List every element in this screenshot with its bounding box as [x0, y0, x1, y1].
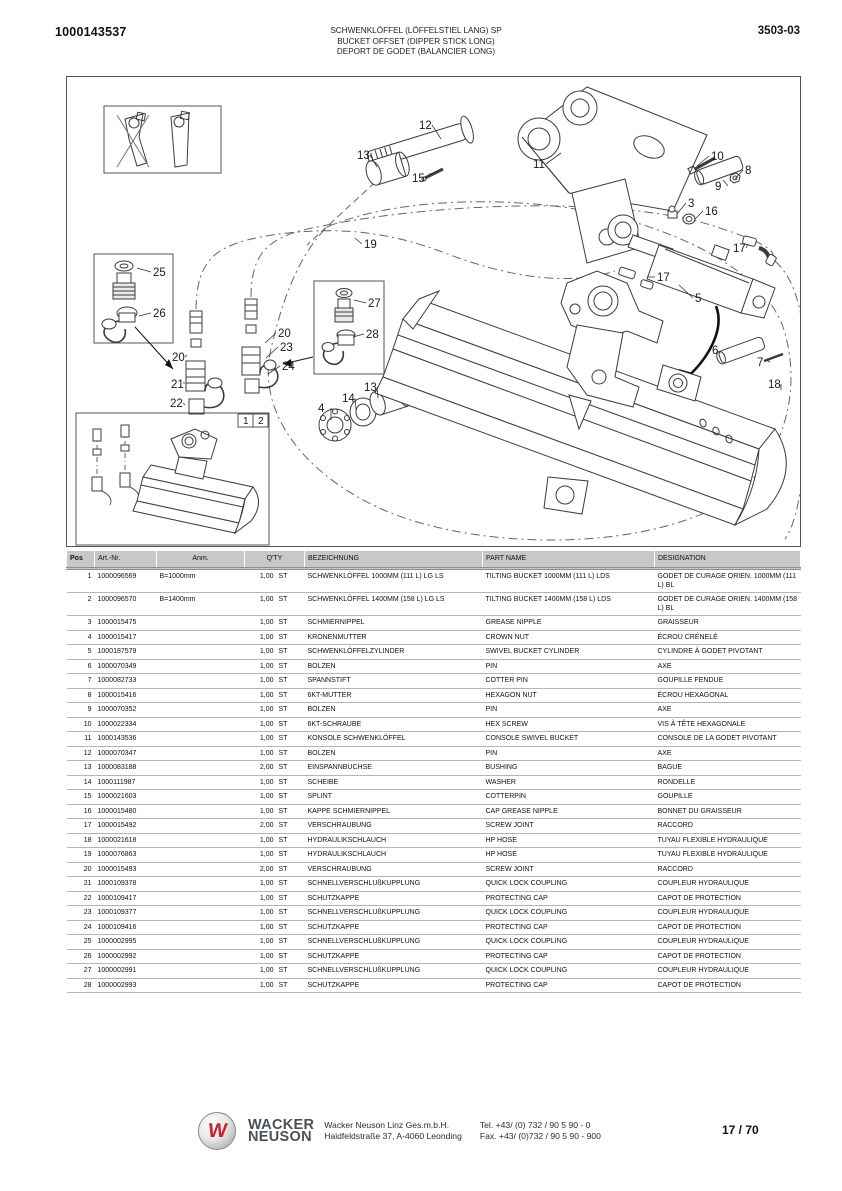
part-label-22: 22 [170, 398, 183, 410]
part-name-cell: PROTECTING CAP [485, 981, 548, 989]
contact-numbers [480, 1120, 601, 1142]
part-label-25: 25 [153, 267, 166, 279]
qty-cell: 1,00 ST [259, 923, 288, 931]
part-name-cell: TILTING BUCKET 1000MM (111 L) LDS [485, 573, 610, 580]
coupling-20-23-24 [242, 299, 278, 393]
anm-cell [157, 717, 245, 732]
bezeichnung-cell: SCHUTZKAPPE [307, 981, 360, 989]
bezeichnung-cell: EINSPANNBUCHSE [307, 764, 372, 771]
bezeichnung-cell: SCHNELLVERSCHLUßKUPPLUNG [307, 938, 421, 945]
part-name-cell: BUSHING [485, 764, 518, 771]
anm-cell: B=1400mm [159, 596, 196, 603]
company-address [324, 1120, 462, 1142]
col-anm: Anm. [157, 551, 245, 569]
bezeichnung-cell: BOLZEN [307, 662, 336, 670]
anm-cell [157, 891, 245, 906]
part-label-10: 10 [711, 151, 724, 163]
art-nr-cell: 1000082733 [97, 677, 137, 684]
art-nr-cell: 1000015416 [97, 691, 137, 699]
part-label-6: 6 [712, 345, 719, 357]
sheet-number: 3503-03 [757, 25, 800, 37]
qty-cell: 1,00 ST [259, 648, 288, 655]
anm-cell [157, 775, 245, 790]
designation-cell: CAPOT DE PROTECTION [657, 952, 741, 960]
anm-cell [157, 659, 245, 674]
part-name-cell: HP HOSE [485, 836, 517, 844]
logo-letter: W [206, 1119, 229, 1142]
designation-cell: BAGUE [657, 764, 683, 771]
part-label-13: 13 [364, 382, 377, 394]
tilting-bucket [375, 271, 786, 525]
bezeichnung-cell: HYDRAULIKSCHLAUCH [307, 836, 387, 844]
designation-cell: AXE [657, 662, 672, 670]
art-nr-cell: 1000022334 [97, 720, 137, 728]
grease-nipple-3 [668, 206, 677, 218]
bezeichnung-cell: SCHWENKLÖFFEL 1000MM (111 L) LG LS [307, 573, 444, 580]
anm-cell [157, 906, 245, 921]
cotter-7 [764, 354, 783, 361]
designation-cell: GOUPILLE [657, 793, 693, 800]
designation-cell: CAPOT DE PROTECTION [657, 923, 741, 931]
document-number: 1000143537 [55, 25, 127, 39]
parts-table [66, 551, 801, 993]
ref-cell-1: 1 [243, 416, 249, 427]
part-label-9: 9 [715, 181, 722, 193]
screw-joint-17-right [742, 236, 777, 267]
anm-cell [157, 949, 245, 964]
part-label-21: 21 [171, 379, 184, 391]
anm-cell [157, 790, 245, 805]
art-nr-cell: 1000015493 [97, 865, 137, 873]
col-bezeichnung: BEZEICHNUNG [305, 551, 483, 569]
part-label-12: 12 [419, 120, 432, 132]
qty-cell: 1,00 ST [259, 851, 288, 858]
part-label-26: 26 [153, 308, 166, 320]
qty-cell: 1,00 ST [259, 596, 288, 603]
designation-cell: COUPLEUR HYDRAULIQUE [657, 880, 749, 887]
qty-cell: 1,00 ST [259, 706, 288, 713]
parts-table-row [67, 659, 801, 674]
bezeichnung-cell: SCHNELLVERSCHLUßKUPPLUNG [307, 967, 421, 974]
anm-cell [157, 862, 245, 877]
part-name-cell: PROTECTING CAP [485, 923, 548, 931]
telephone: Tel. +43/ (0) 732 / 90 5 90 - 0 [479, 1120, 591, 1130]
parts-table-row [67, 630, 801, 645]
designation-cell: RACCORD [657, 822, 693, 829]
part-name-cell: SCREW JOINT [485, 822, 534, 829]
art-nr-cell: 1000002992 [97, 952, 137, 960]
title-english: BUCKET OFFSET (DIPPER STICK LONG) [337, 36, 495, 46]
pos-cell: 18 [83, 836, 92, 844]
designation-cell: GODET DE CURAGE ORIEN. 1400MM (158 L) BL [657, 596, 798, 612]
exploded-diagram-svg [67, 77, 800, 546]
qty-cell: 2,00 ST [259, 865, 288, 873]
designation-cell: TUYAU FLEXIBLE HYDRAULIQUE [657, 836, 768, 844]
page-number: 17 / 70 [722, 1123, 759, 1137]
pos-cell: 7 [87, 677, 92, 684]
bezeichnung-cell: SCHEIBE [307, 778, 339, 786]
qty-cell: 1,00 ST [259, 880, 288, 887]
part-name-cell: QUICK LOCK COUPLING [485, 967, 568, 974]
part-label-16: 16 [705, 206, 718, 218]
bezeichnung-cell: SCHMIERNIPPEL [307, 619, 365, 626]
parts-table-row [67, 848, 801, 863]
anm-cell [157, 877, 245, 892]
bezeichnung-cell: SCHUTZKAPPE [307, 923, 360, 931]
parts-table-row [67, 833, 801, 848]
street-address: Haidfeldstraße 37, A-4060 Leonding [324, 1131, 462, 1141]
qty-cell: 1,00 ST [259, 952, 288, 960]
qty-cell: 1,00 ST [259, 677, 288, 684]
parts-table-row [67, 761, 801, 776]
parts-table-row [67, 920, 801, 935]
qty-cell: 1,00 ST [259, 735, 288, 742]
pos-cell: 19 [83, 851, 92, 858]
exploded-diagram [66, 76, 801, 547]
designation-cell: GRAISSEUR [657, 619, 699, 626]
parts-table-row [67, 674, 801, 689]
pos-cell: 16 [83, 807, 92, 815]
company-name: Wacker Neuson Linz Ges.m.b.H. [324, 1120, 450, 1130]
bezeichnung-cell: SCHUTZKAPPE [307, 952, 360, 960]
parts-table-row [67, 790, 801, 805]
bezeichnung-cell: KONSOLE SCHWENKLÖFFEL [307, 735, 406, 742]
anm-cell [157, 848, 245, 863]
part-label-15: 15 [412, 173, 425, 185]
qty-cell: 2,00 ST [259, 764, 288, 771]
wordmark-line2: NEUSON [248, 1129, 312, 1145]
art-nr-cell: 1000015417 [97, 633, 137, 641]
art-nr-cell: 1000002995 [97, 938, 137, 945]
qty-cell: 1,00 ST [259, 778, 288, 786]
part-label-20: 20 [172, 352, 185, 364]
pos-cell: 13 [83, 764, 92, 771]
splint-15 [422, 169, 443, 181]
qty-cell: 1,00 ST [259, 793, 288, 800]
anm-cell [157, 732, 245, 747]
pos-cell: 20 [83, 865, 92, 873]
art-nr-cell: 1000070347 [97, 749, 137, 757]
anm-cell: B=1000mm [159, 573, 196, 580]
pos-cell: 27 [83, 967, 92, 974]
qty-cell: 1,00 ST [259, 749, 288, 757]
part-name-cell: SWIVEL BUCKET CYLINDER [485, 648, 580, 655]
bezeichnung-cell: KAPPE SCHMIERNIPPEL [307, 807, 390, 815]
designation-cell: COUPLEUR HYDRAULIQUE [657, 967, 749, 974]
nipple-cap-16 [683, 214, 695, 224]
part-label-23: 23 [280, 342, 293, 354]
pos-cell: 1 [87, 573, 92, 580]
art-nr-cell: 1000070349 [97, 662, 137, 670]
designation-cell: GODET DE CURAGE ORIEN. 1000MM (111 L) BL [657, 573, 796, 589]
qty-cell: 1,00 ST [259, 633, 288, 641]
part-name-cell: COTTER PIN [485, 677, 528, 684]
art-nr-cell: 1000111987 [97, 778, 136, 786]
anm-cell [157, 645, 245, 660]
page-title [0, 26, 832, 58]
part-name-cell: PROTECTING CAP [485, 894, 548, 902]
anm-cell [157, 833, 245, 848]
hose-19-line [196, 231, 615, 309]
parts-table-row [67, 819, 801, 834]
part-label-20: 20 [278, 328, 291, 340]
qty-cell: 1,00 ST [259, 691, 288, 699]
bezeichnung-cell: SCHWENKLÖFFELZYLINDER [307, 648, 405, 655]
designation-cell: TUYAU FLEXIBLE HYDRAULIQUE [657, 851, 768, 858]
part-name-cell: QUICK LOCK COUPLING [485, 880, 568, 887]
parts-table-row [67, 906, 801, 921]
pos-cell: 15 [83, 793, 92, 800]
part-name-cell: PIN [485, 706, 498, 713]
qty-cell: 1,00 ST [259, 938, 288, 945]
part-name-cell: PIN [485, 662, 498, 670]
parts-table-row [67, 688, 801, 703]
pos-cell: 24 [83, 923, 92, 931]
part-label-7: 7 [757, 357, 764, 369]
art-nr-cell: 1000021603 [97, 793, 137, 800]
part-label-14: 14 [342, 393, 355, 405]
parts-table-row [67, 569, 801, 593]
part-label-13: 13 [357, 150, 370, 162]
anm-cell [157, 761, 245, 776]
art-nr-cell: 1000015475 [97, 619, 137, 626]
bezeichnung-cell: BOLZEN [307, 749, 336, 757]
designation-cell: COUPLEUR HYDRAULIQUE [657, 938, 749, 945]
part-label-27: 27 [368, 298, 381, 310]
part-label-3: 3 [688, 198, 695, 210]
bezeichnung-cell: VERSCHRAUBUNG [307, 865, 372, 873]
pos-cell: 3 [87, 619, 92, 626]
anm-cell [157, 616, 245, 631]
bezeichnung-cell: SPANNSTIFT [307, 677, 351, 684]
parts-table-row [67, 862, 801, 877]
anm-cell [157, 630, 245, 645]
qty-cell: 1,00 ST [259, 894, 288, 902]
col-qty: Q'TY [245, 551, 305, 569]
bezeichnung-cell: 6KT-MUTTER [307, 691, 352, 699]
art-nr-cell: 1000083188 [97, 764, 137, 771]
pos-cell: 9 [87, 706, 92, 713]
pos-cell: 6 [87, 662, 92, 670]
title-german: SCHWENKLÖFFEL (LÖFFELSTIEL LANG) SP [330, 26, 502, 35]
pos-cell: 21 [83, 880, 92, 887]
pos-cell: 25 [83, 938, 92, 945]
part-label-4: 4 [318, 403, 325, 415]
art-nr-cell: 1000109378 [97, 880, 137, 887]
part-name-cell: HP HOSE [485, 851, 517, 858]
qty-cell: 1,00 ST [259, 619, 288, 626]
part-name-cell: QUICK LOCK COUPLING [485, 938, 568, 945]
art-nr-cell: 1000021618 [97, 836, 137, 844]
parts-table-row [67, 616, 801, 631]
designation-cell: AXE [657, 749, 672, 757]
designation-cell: CYLINDRE À GODET PIVOTANT [657, 648, 763, 655]
qty-cell: 1,00 ST [259, 981, 288, 989]
col-part-name: PART NAME [483, 551, 655, 569]
qty-cell: 1,00 ST [259, 909, 288, 916]
pos-cell: 22 [83, 894, 92, 902]
part-name-cell: QUICK LOCK COUPLING [485, 909, 568, 916]
ref-cell-2: 2 [258, 416, 264, 427]
coupling-20-21-22 [186, 311, 224, 414]
art-nr-cell: 1000109377 [97, 909, 137, 916]
part-name-cell: COTTERPIN [485, 793, 526, 800]
bezeichnung-cell: KRONENMUTTER [307, 633, 367, 641]
pos-cell: 14 [83, 778, 92, 786]
dipper-stick-inset [104, 106, 221, 173]
qty-cell: 1,00 ST [259, 720, 288, 728]
designation-cell: RACCORD [657, 865, 693, 873]
designation-cell: CAPOT DE PROTECTION [657, 981, 741, 989]
part-label-28: 28 [366, 329, 379, 341]
art-nr-cell: 1000015492 [97, 822, 137, 829]
designation-cell: ÉCROU HEXAGONAL [657, 691, 729, 699]
anm-cell [157, 819, 245, 834]
parts-table-body [67, 569, 801, 993]
part-name-cell: HEXAGON NUT [485, 691, 537, 699]
art-nr-cell: 1000002993 [97, 981, 137, 989]
parts-table-row [67, 804, 801, 819]
art-nr-cell: 1000002991 [97, 967, 137, 974]
pos-cell: 17 [83, 822, 92, 829]
qty-cell: 2,00 ST [259, 822, 288, 829]
art-nr-cell: 1000109416 [97, 923, 137, 931]
parts-table-row [67, 891, 801, 906]
footer [198, 1112, 601, 1150]
anm-cell [157, 688, 245, 703]
pos-cell: 26 [83, 952, 92, 960]
part-label-5: 5 [695, 293, 702, 305]
designation-cell: VIS À TÊTE HEXAGONALE [657, 720, 746, 728]
title-french: DEPORT DE GODET (BALANCIER LONG) [336, 47, 496, 56]
pos-cell: 11 [84, 735, 92, 742]
parts-table-header [67, 551, 801, 569]
part-name-cell: CONSOLE SWIVEL BUCKET [485, 735, 579, 742]
col-art-nr: Art.-Nr. [95, 551, 157, 569]
pos-cell: 5 [87, 648, 92, 655]
wordmark-line1: WACKER [248, 1116, 315, 1133]
part-name-cell: GREASE NIPPLE [485, 619, 542, 626]
coupling-box-27-28 [314, 281, 384, 374]
pos-cell: 10 [83, 720, 92, 728]
wacker-neuson-logo-icon [198, 1112, 236, 1150]
parts-table-row [67, 964, 801, 979]
assembled-bucket-inset [76, 413, 269, 545]
anm-cell [157, 978, 245, 993]
art-nr-cell: 1000096570 [97, 596, 137, 603]
pos-cell: 4 [87, 633, 92, 641]
part-name-cell: WASHER [485, 778, 516, 786]
qty-cell: 1,00 ST [259, 967, 288, 974]
art-nr-cell: 1000015480 [97, 807, 137, 815]
qty-cell: 1,00 ST [259, 573, 288, 580]
anm-cell [157, 920, 245, 935]
parts-table-row [67, 732, 801, 747]
pos-cell: 12 [83, 749, 92, 757]
pos-cell: 23 [83, 909, 92, 916]
bezeichnung-cell: SCHNELLVERSCHLUßKUPPLUNG [307, 909, 421, 916]
qty-cell: 1,00 ST [259, 662, 288, 670]
parts-table-row [67, 949, 801, 964]
parts-table-row [67, 978, 801, 993]
part-label-17: 17 [657, 272, 670, 284]
part-label-8: 8 [745, 165, 752, 177]
anm-cell [157, 746, 245, 761]
art-nr-cell: 1000187579 [97, 648, 137, 655]
bezeichnung-cell: HYDRAULIKSCHLAUCH [307, 851, 387, 858]
col-designation: DESIGNATION [655, 551, 801, 569]
part-name-cell: CROWN NUT [485, 633, 530, 641]
part-label-19: 19 [364, 239, 377, 251]
parts-table-row [67, 717, 801, 732]
parts-table-row [67, 645, 801, 660]
part-label-24: 24 [282, 361, 295, 373]
part-label-18: 18 [768, 379, 781, 391]
designation-cell: GOUPILLE FENDUE [657, 677, 724, 684]
part-name-cell: TILTING BUCKET 1400MM (158 L) LDS [485, 596, 611, 603]
art-nr-cell: 1000143536 [97, 735, 137, 742]
bezeichnung-cell: SCHNELLVERSCHLUßKUPPLUNG [307, 880, 421, 887]
fax: Fax. +43/ (0)732 / 90 5 90 - 900 [479, 1131, 601, 1141]
bezeichnung-cell: SCHWENKLÖFFEL 1400MM (158 L) LG LS [307, 596, 445, 603]
anm-cell [157, 964, 245, 979]
designation-cell: CONSOLE DE LA GODET PIVOTANT [657, 735, 777, 742]
parts-table-row [67, 746, 801, 761]
part-name-cell: SCREW JOINT [485, 865, 534, 873]
anm-cell [157, 674, 245, 689]
bezeichnung-cell: SPLINT [307, 793, 333, 800]
designation-cell: CAPOT DE PROTECTION [657, 894, 741, 902]
qty-cell: 1,00 ST [259, 836, 288, 844]
bezeichnung-cell: SCHUTZKAPPE [307, 894, 360, 902]
pos-cell: 28 [83, 981, 92, 989]
part-name-cell: HEX SCREW [485, 720, 528, 728]
parts-table-row [67, 775, 801, 790]
designation-cell: RONDELLE [657, 778, 696, 786]
anm-cell [157, 804, 245, 819]
part-label-11: 11 [533, 159, 545, 171]
parts-table-row [67, 593, 801, 616]
anm-cell [157, 935, 245, 950]
wacker-neuson-wordmark [248, 1116, 315, 1145]
parts-table-row [67, 935, 801, 950]
bezeichnung-cell: BOLZEN [307, 706, 336, 713]
part-name-cell: PROTECTING CAP [485, 952, 548, 960]
pos-cell: 8 [87, 691, 92, 699]
part-label-17: 17 [733, 243, 746, 255]
assembly-arrow [683, 306, 719, 381]
designation-cell: AXE [657, 706, 672, 713]
art-nr-cell: 1000070352 [97, 706, 137, 713]
parts-table-row [67, 703, 801, 718]
art-nr-cell: 1000109417 [97, 894, 137, 902]
col-pos: Pos [67, 551, 95, 569]
bezeichnung-cell: VERSCHRAUBUNG [307, 822, 372, 829]
part-name-cell: CAP GREASE NIPPLE [485, 807, 558, 815]
designation-cell: BONNET DU GRAISSEUR [657, 807, 742, 815]
parts-table-row [67, 877, 801, 892]
designation-cell: ÉCROU CRÉNELÉ [657, 633, 718, 641]
art-nr-cell: 1000096569 [97, 573, 137, 580]
qty-cell: 1,00 ST [259, 807, 288, 815]
art-nr-cell: 1000076863 [97, 851, 137, 858]
anm-cell [157, 703, 245, 718]
part-name-cell: PIN [485, 749, 498, 757]
pos-cell: 2 [87, 596, 92, 603]
bezeichnung-cell: 6KT-SCHRAUBE [307, 720, 362, 728]
designation-cell: COUPLEUR HYDRAULIQUE [657, 909, 749, 916]
